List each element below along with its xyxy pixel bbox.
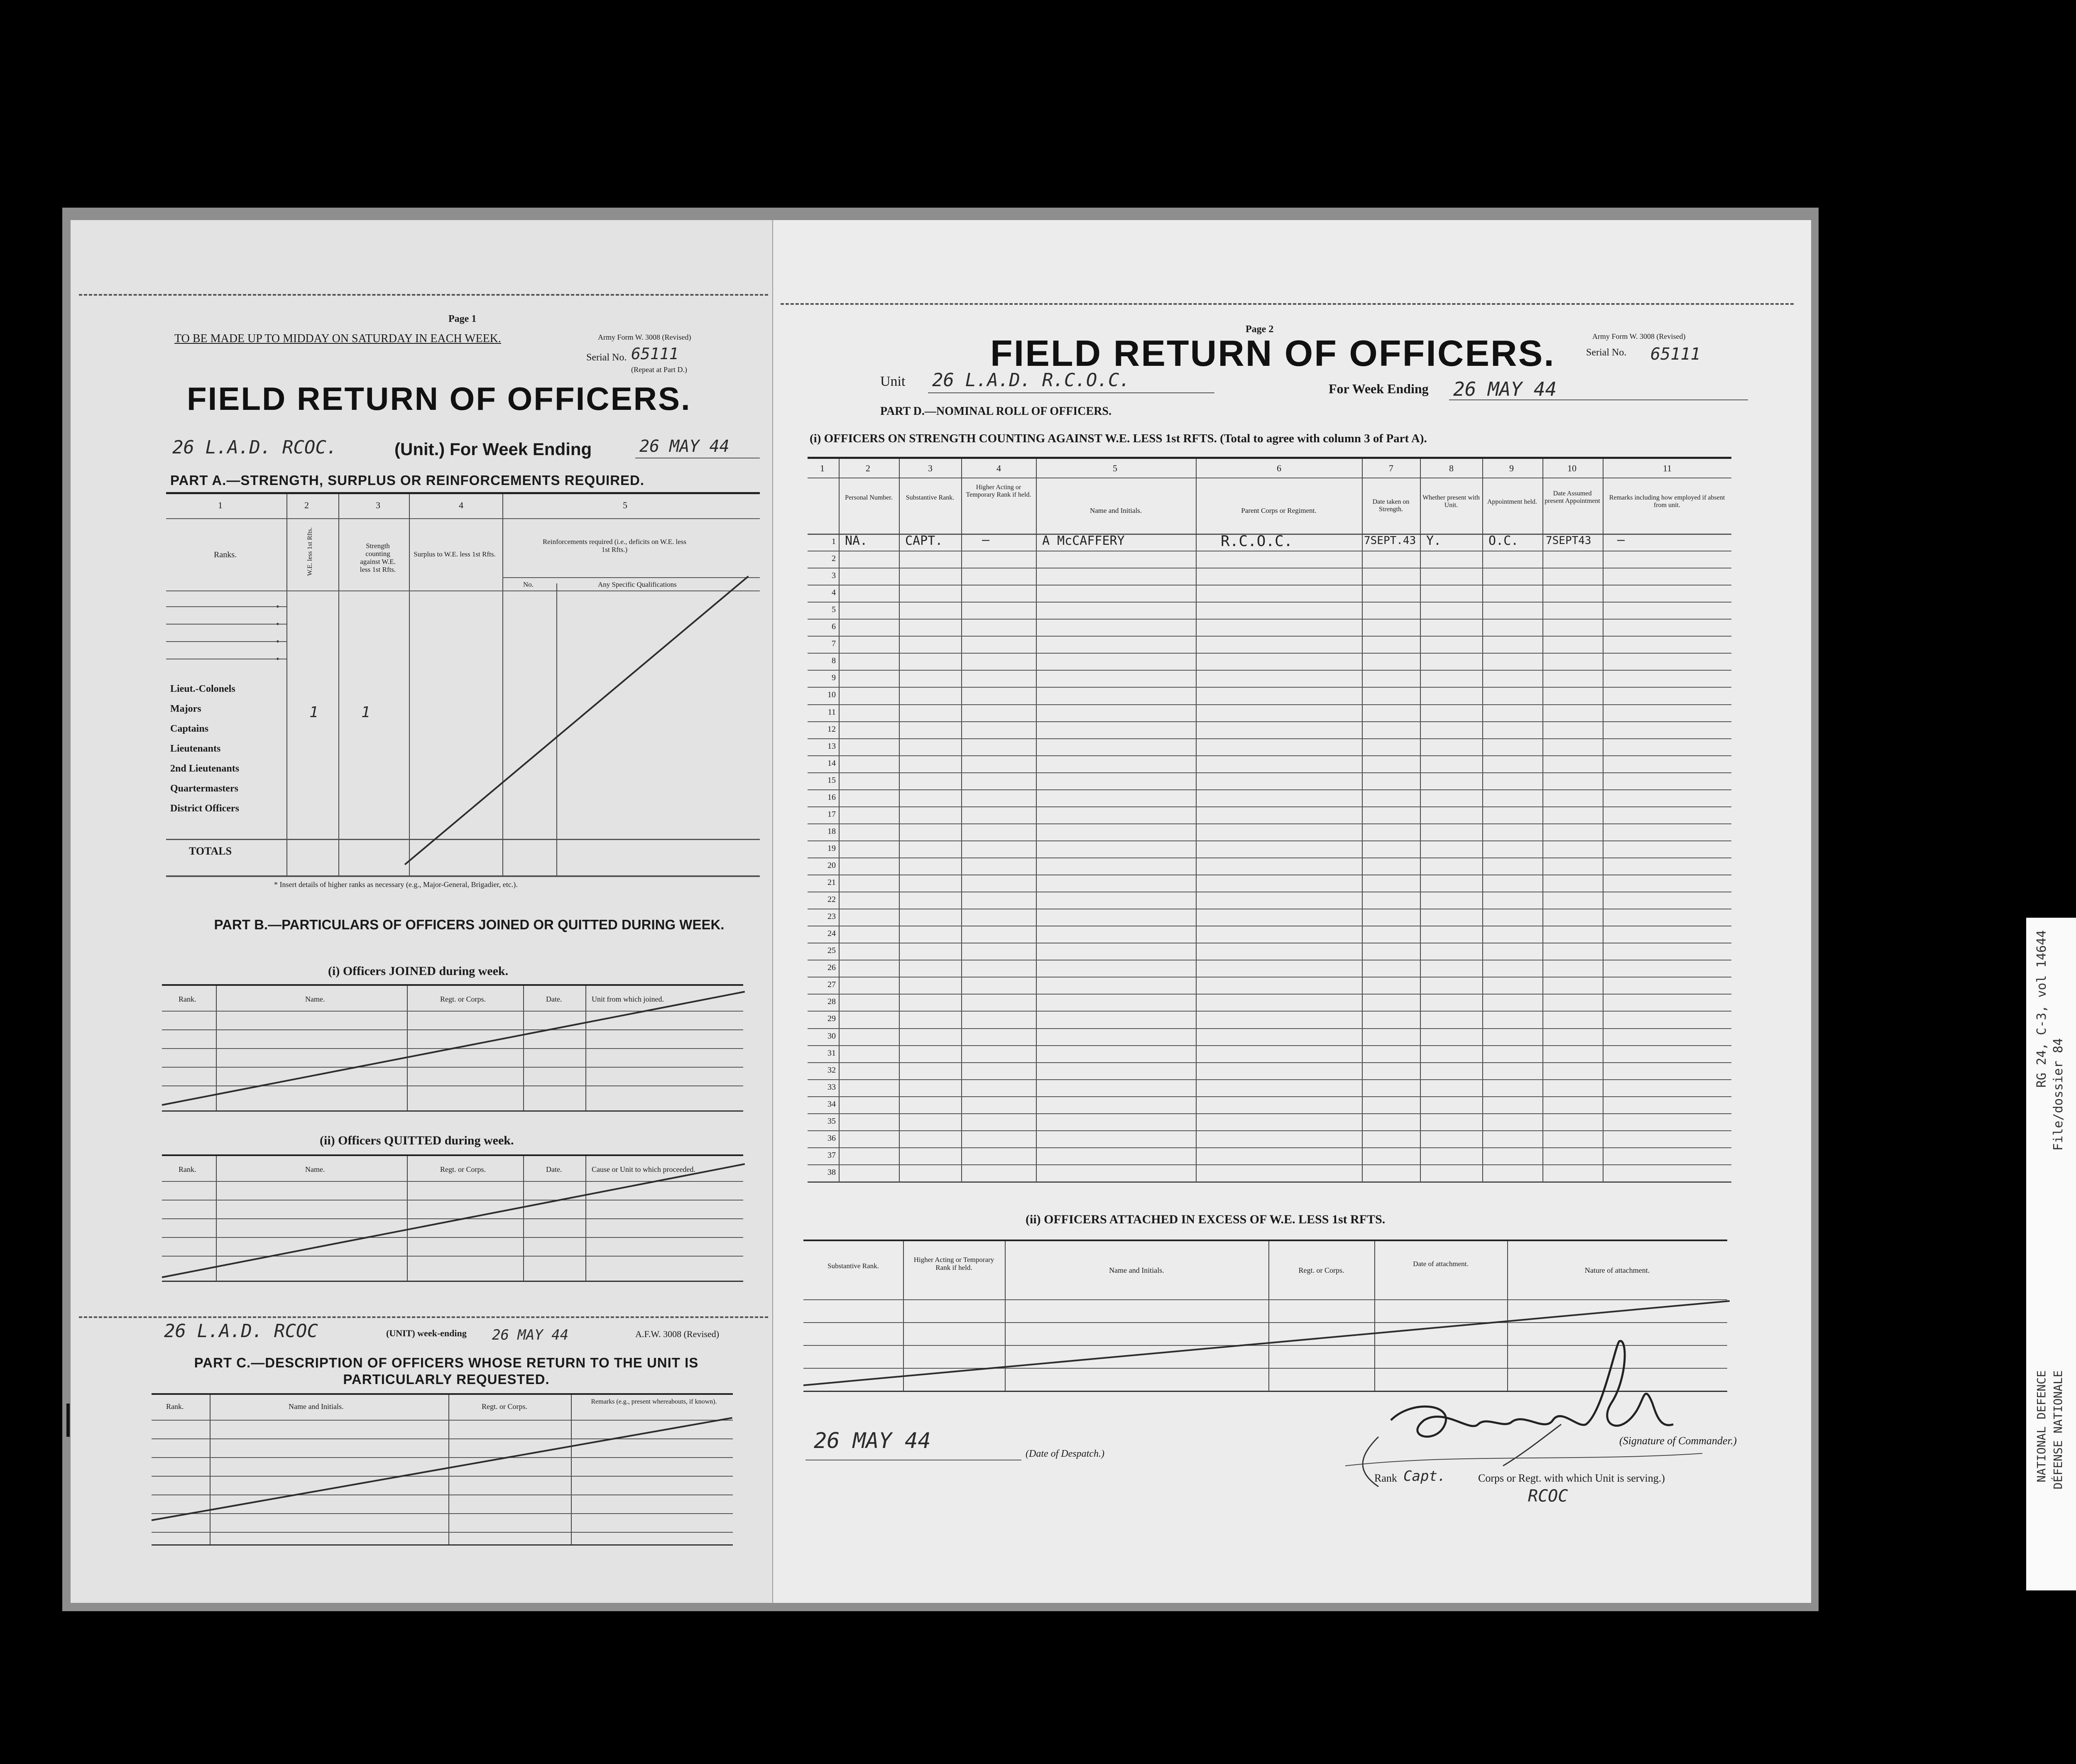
roll-row-line — [808, 977, 1731, 978]
part-c-strike-line — [152, 1417, 732, 1521]
roll-row-line — [808, 1062, 1731, 1063]
reference-line-1: RG 24, C-3, vol 14644 — [2034, 930, 2049, 1088]
rank-district-officers: District Officers — [170, 803, 239, 814]
fold-line-right — [781, 303, 1794, 305]
roll-row-line — [808, 1147, 1731, 1148]
quitted-col-name: Name. — [305, 1165, 325, 1174]
form-title-right: FIELD RETURN OF OFFICERS. — [990, 333, 1555, 374]
joined-table — [162, 984, 743, 1112]
part-c-unit-value: 26 L.A.D. RCOC — [164, 1321, 318, 1342]
despatch-date-value: 26 MAY 44 — [814, 1428, 931, 1453]
attached-col-nature: Nature of attachment. — [1584, 1266, 1650, 1274]
quitted-col-cause: Cause or Unit to which proceeded. — [592, 1165, 695, 1174]
roll-row-line — [808, 585, 1731, 586]
rank-label: Rank — [1374, 1472, 1397, 1484]
roll-row-number: 5 — [832, 605, 836, 615]
joined-heading: (i) Officers JOINED during week. — [328, 964, 509, 978]
rank-lieut-colonels: Lieut.-Colonels — [170, 684, 235, 694]
row1-higher-rank: — — [982, 533, 990, 547]
roll-row-number: 30 — [827, 1031, 836, 1041]
roll-row-number: 37 — [827, 1150, 836, 1160]
joined-col-corps: Regt. or Corps. — [440, 995, 486, 1003]
d-col-3: 3 — [928, 463, 933, 473]
unit-week-label: (Unit.) For Week Ending — [394, 439, 592, 459]
roll-row-line — [808, 1011, 1731, 1012]
roll-row-number: 24 — [827, 929, 836, 938]
week-value-right: 26 MAY 44 — [1453, 378, 1557, 400]
d-col-7: 7 — [1389, 463, 1393, 473]
part-b-heading: PART B.—PARTICULARS OF OFFICERS JOINED OR QUITTED DURING WEEK. — [214, 917, 725, 932]
part-d-heading: PART D.—NOMINAL ROLL OF OFFICERS. — [880, 405, 1111, 418]
rank-captains: Captains — [170, 723, 209, 734]
roll-row-number: 28 — [827, 997, 836, 1007]
part-c-col-rank: Rank. — [166, 1402, 184, 1411]
roll-row-number: 20 — [827, 861, 836, 870]
week-ending-value: 26 MAY 44 — [639, 437, 730, 456]
quitted-col-date: Date. — [546, 1165, 562, 1174]
despatch-label: (Date of Despatch.) — [1026, 1448, 1104, 1459]
nominal-roll-table — [808, 457, 1731, 1183]
row1-present: Y. — [1426, 534, 1442, 548]
roll-row-number: 36 — [827, 1133, 836, 1143]
col-number-2: 2 — [304, 500, 309, 510]
roll-row-number: 16 — [827, 792, 836, 802]
section-i-heading: (i) OFFICERS ON STRENGTH COUNTING AGAINST W.E. LESS 1st RFTS. (Total to agree with column 3 of Part A). — [810, 432, 1427, 445]
part-c-form: A.F.W. 3008 (Revised) — [635, 1329, 720, 1339]
col-number-3: 3 — [376, 500, 380, 510]
roll-row-line — [808, 704, 1731, 705]
attached-col-rank: Substantive Rank. — [827, 1262, 879, 1270]
d-col-9: 9 — [1509, 463, 1514, 473]
row1-name: A McCAFFERY — [1042, 534, 1125, 548]
tear-line-part-c — [79, 1316, 768, 1318]
col-reinforcements-label: Reinforcements required (i.e., deficits on W.E. less 1st Rfts.) — [542, 538, 687, 554]
row1-date-assumed: 7SEPT43 — [1546, 534, 1591, 547]
roll-row-line — [808, 670, 1731, 671]
d-col-2: 2 — [866, 463, 870, 473]
week-underline — [1449, 399, 1748, 400]
col-surplus-label: Surplus to W.E. less 1st Rfts. — [414, 550, 496, 558]
col-ranks-label: Ranks. — [214, 550, 237, 559]
totals-label: TOTALS — [189, 845, 232, 857]
col-no-label: No. — [523, 581, 534, 588]
roll-row-number: 29 — [827, 1014, 836, 1024]
roll-row-line — [808, 738, 1731, 739]
roll-row-number: 27 — [827, 980, 836, 990]
d-col-1: 1 — [820, 463, 825, 473]
roll-row-line — [808, 619, 1731, 620]
roll-row-number: 32 — [827, 1065, 836, 1075]
roll-row-line — [808, 1130, 1731, 1131]
col-number-4: 4 — [459, 500, 463, 510]
d-head-appointment: Appointment held. — [1487, 498, 1537, 505]
roll-row-line — [808, 1181, 1731, 1182]
roll-row-number: 15 — [827, 775, 836, 785]
roll-row-number: 35 — [827, 1116, 836, 1126]
roll-row-line — [808, 840, 1731, 841]
roll-row-line — [808, 772, 1731, 773]
roll-row-line — [808, 1045, 1731, 1046]
captains-we-value: 1 — [309, 704, 318, 721]
d-head-higher-rank: Higher Acting or Temporary Rank if held. — [966, 484, 1031, 498]
roll-row-number: 13 — [827, 741, 836, 751]
col-qualifications-label: Any Specific Qualifications — [598, 581, 677, 588]
part-a-table — [166, 492, 760, 893]
corps-value: RCOC — [1528, 1487, 1568, 1506]
serial-label-right: Serial No. — [1586, 347, 1627, 358]
page-number-1: Page 1 — [448, 314, 477, 324]
form-number-right: Army Form W. 3008 (Revised) — [1592, 332, 1686, 341]
unit-label-right: Unit — [880, 374, 906, 389]
rank-quartermasters: Quartermasters — [170, 783, 238, 794]
roll-row-line — [808, 653, 1731, 654]
d-head-rank: Substantive Rank. — [906, 494, 955, 501]
roll-row-number: 31 — [827, 1048, 836, 1058]
part-c-table — [152, 1393, 733, 1546]
roll-row-number: 7 — [832, 639, 836, 649]
roll-row-line — [808, 789, 1731, 790]
d-head-present: Whether present with Unit. — [1422, 494, 1480, 509]
roll-row-number: 11 — [827, 707, 836, 717]
roll-row-number: 10 — [827, 690, 836, 700]
roll-row-number: 18 — [827, 826, 836, 836]
row1-remarks: — — [1617, 533, 1625, 547]
part-c-col-corps: Regt. or Corps. — [482, 1402, 527, 1411]
part-a-strike-line — [404, 576, 749, 865]
d-col-4: 4 — [996, 463, 1001, 473]
unit-value: 26 L.A.D. RCOC. — [172, 437, 338, 458]
roll-row-line — [808, 602, 1731, 603]
corps-label: Corps or Regt. with which Unit is serving.) — [1478, 1472, 1665, 1484]
roll-row-number: 9 — [832, 673, 836, 683]
attached-col-name: Name and Initials. — [1109, 1266, 1164, 1274]
roll-row-line — [808, 687, 1731, 688]
department-fr: DÉFENSE NATIONALE — [2051, 1370, 2065, 1490]
col-number-5: 5 — [623, 500, 627, 510]
roll-row-line — [808, 636, 1731, 637]
row1-corps: R.C.O.C. — [1221, 533, 1293, 550]
rank-2nd-lieutenants: 2nd Lieutenants — [170, 763, 240, 774]
part-c-week-value: 26 MAY 44 — [492, 1327, 569, 1343]
roll-row-number: 17 — [827, 809, 836, 819]
roll-row-number: 26 — [827, 963, 836, 973]
unit-value-right: 26 L.A.D. R.C.O.C. — [932, 370, 1130, 391]
col-number-1: 1 — [218, 500, 223, 510]
archive-reference-label — [2026, 918, 2076, 1590]
captains-strength-value: 1 — [361, 704, 370, 721]
roll-row-number: 4 — [832, 588, 836, 598]
signature-label: (Signature of Commander.) — [1619, 1435, 1737, 1447]
reference-line-2: File/dossier 84 — [2051, 1038, 2066, 1151]
serial-value: 65111 — [631, 345, 679, 363]
roll-row-number: 22 — [827, 895, 836, 904]
roll-row-number: 21 — [827, 878, 836, 887]
instruction-text: TO BE MADE UP TO MIDDAY ON SATURDAY IN EACH WEEK. — [174, 332, 501, 345]
part-c-unit-label: (UNIT) week-ending — [386, 1328, 467, 1338]
row1-substantive-rank: CAPT. — [905, 534, 943, 548]
d-col-8: 8 — [1449, 463, 1454, 473]
quitted-col-corps: Regt. or Corps. — [440, 1165, 486, 1174]
joined-col-date: Date. — [546, 995, 562, 1003]
week-label-right: For Week Ending — [1329, 381, 1429, 396]
form-title-left: FIELD RETURN OF OFFICERS. — [187, 380, 691, 417]
rank-list — [170, 679, 239, 818]
roll-row-line — [808, 1079, 1731, 1080]
roll-row-line — [808, 1113, 1731, 1114]
roll-row-number: 3 — [832, 571, 836, 581]
roll-row-number: 6 — [832, 622, 836, 632]
unit-underline — [928, 392, 1214, 393]
fold-line-left — [79, 294, 768, 296]
department-en: NATIONAL DEFENCE — [2034, 1370, 2048, 1482]
roll-row-line — [808, 994, 1731, 995]
d-head-date-assumed: Date Assumed present Appointment — [1545, 490, 1600, 505]
col-strength-label: Strength counting against W.E. less 1st Rfts. — [360, 542, 396, 573]
page-number-2: Page 2 — [1246, 324, 1274, 335]
rank-lieutenants: Lieutenants — [170, 743, 221, 754]
d-col-6: 6 — [1277, 463, 1281, 473]
serial-value-right: 65111 — [1650, 345, 1701, 364]
row1-personal-number: NA. — [845, 534, 868, 548]
row1-date-taken: 7SEPT.43 — [1364, 534, 1416, 547]
quitted-strike-line — [162, 1163, 745, 1278]
serial-note: (Repeat at Part D.) — [631, 365, 687, 374]
d-head-personal: Personal Number. — [845, 494, 893, 501]
roll-row-line — [808, 823, 1731, 824]
roll-row-number: 33 — [827, 1082, 836, 1092]
d-col-11: 11 — [1663, 463, 1672, 473]
roll-row-line — [808, 1164, 1731, 1165]
d-col-5: 5 — [1113, 463, 1117, 473]
col-we-label: W.E. less 1st Rfts. — [306, 527, 313, 576]
roll-row-line — [808, 721, 1731, 722]
quitted-col-rank: Rank. — [179, 1165, 196, 1174]
d-head-corps: Parent Corps or Regiment. — [1241, 507, 1317, 514]
form-number: Army Form W. 3008 (Revised) — [598, 333, 691, 341]
d-head-date-taken: Date taken on Strength. — [1372, 498, 1410, 513]
joined-col-unit: Unit from which joined. — [592, 995, 664, 1003]
rank-majors: Majors — [170, 703, 201, 714]
part-c-col-name: Name and Initials. — [289, 1402, 344, 1411]
joined-col-rank: Rank. — [179, 995, 196, 1003]
section-ii-heading: (ii) OFFICERS ATTACHED IN EXCESS OF W.E. LESS 1st RFTS. — [1026, 1213, 1386, 1226]
binding-mark — [66, 1404, 70, 1437]
attached-col-date: Date of attachment. — [1413, 1260, 1469, 1268]
signature-rank: Capt. — [1403, 1468, 1446, 1485]
roll-row-number: 38 — [827, 1167, 836, 1177]
roll-row-number: 34 — [827, 1099, 836, 1109]
roll-row-number: 23 — [827, 912, 836, 921]
roll-row-line — [808, 755, 1731, 756]
roll-row-line — [808, 1028, 1731, 1029]
row1-appointment: O.C. — [1488, 534, 1519, 548]
roll-row-number: 1 — [832, 537, 836, 546]
roll-row-number: 14 — [827, 758, 836, 768]
attached-col-corps: Regt. or Corps. — [1298, 1266, 1344, 1274]
part-a-heading: PART A.—STRENGTH, SURPLUS OR REINFORCEMENTS REQUIRED. — [170, 473, 645, 488]
part-c-col-remarks: Remarks (e.g., present whereabouts, if known). — [591, 1398, 717, 1405]
nominal-roll-rows — [808, 534, 1731, 1181]
quitted-heading: (ii) Officers QUITTED during week. — [320, 1134, 514, 1147]
roll-row-number: 8 — [832, 656, 836, 666]
roll-row-number: 12 — [827, 724, 836, 734]
roll-row-number: 2 — [832, 554, 836, 564]
d-head-name: Name and Initials. — [1089, 507, 1142, 514]
part-c-heading: PART C.—DESCRIPTION OF OFFICERS WHOSE RETURN TO THE UNIT IS PARTICULARLY REQUESTED. — [194, 1355, 699, 1387]
roll-row-line — [808, 1096, 1731, 1097]
serial-label: Serial No. — [586, 352, 627, 363]
roll-row-number: 25 — [827, 946, 836, 956]
d-col-10: 10 — [1567, 463, 1577, 473]
part-a-footnote: * Insert details of higher ranks as necessary (e.g., Major-General, Brigadier, etc.). — [274, 880, 518, 889]
d-head-remarks: Remarks including how employed if absent from unit. — [1609, 494, 1725, 509]
roll-row-line — [808, 806, 1731, 807]
roll-row-number: 19 — [827, 843, 836, 853]
quitted-table — [162, 1154, 743, 1282]
attached-col-higher: Higher Acting or Temporary Rank if held. — [913, 1256, 994, 1272]
joined-col-name: Name. — [305, 995, 325, 1003]
blank-rank-bullets: • • • • — [276, 601, 279, 664]
